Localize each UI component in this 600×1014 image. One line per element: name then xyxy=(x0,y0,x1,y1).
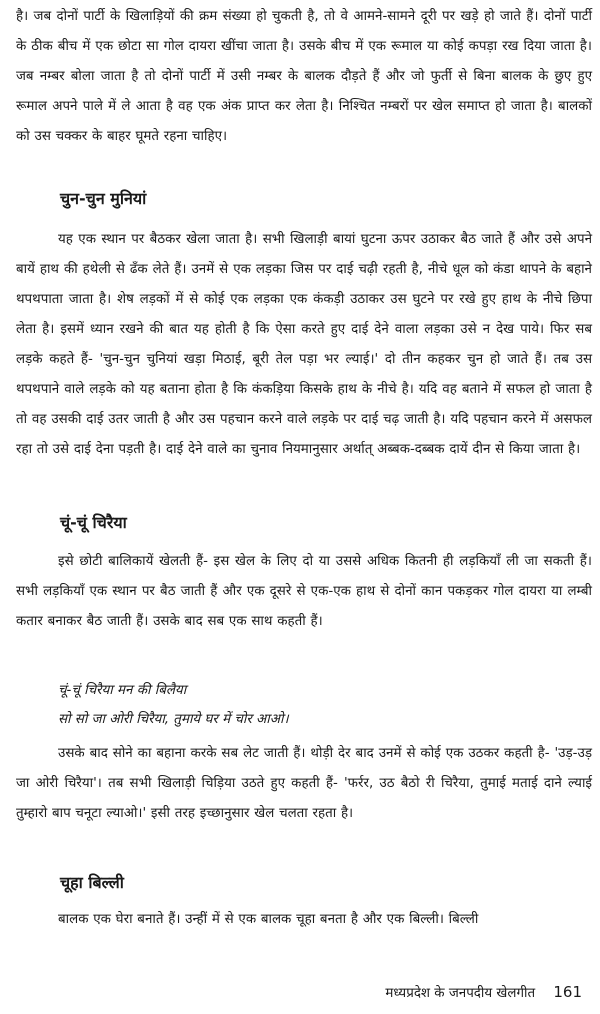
running-footer-title: मध्यप्रदेश के जनपदीय खेलगीत xyxy=(385,986,536,1001)
paragraph-choon-choon-chiraiya-intro: इसे छोटी बालिकायें खेलती हैं- इस खेल के लिए दो या उससे अधिक कितनी ही लड़कियाँ ली जा सकती हैं। सभी लड़कियाँ एक स्थान पर बैठ जाती हैं और एक दूसरे से एक-एक हाथ से दोनों कान पकड़कर गोल दायरा या लम्बी कतार बनाकर बैठ जाती हैं। उसके बाद सब एक साथ कहती हैं। xyxy=(16,554,592,629)
song-line-1: चूं-चूं चिरैया मन की बिलैया xyxy=(58,683,187,698)
section-heading-chun-chun-muniyan: चुन-चुन मुनियां xyxy=(60,189,147,208)
page-number: 161 xyxy=(553,983,582,1001)
paragraph-handkerchief-game-end: है। जब दोनों पार्टी के खिलाड़ियों की क्रम संख्या हो चुकती है, तो वे आमने-सामने दूरी पर खड़े हो जाते हैं। दोनों पार्टी के ठीक बीच में एक छोटा सा गोल दायरा खींचा जाता है। उसके बीच में एक रूमाल या कोई कपड़ा रख दिया जाता है। जब नम्बर बोला जाता है तो दोनों पार्टी में उसी नम्बर के बालक दौड़ते हैं और जो फुर्ती से बिना बालक के छुए हुए रूमाल अपने पाले में ले आता है वह एक अंक प्राप्त कर लेता है। निश्चित नम्बरों पर खेल समाप्त हो जाता है। बालकों को उस चक्कर के बाहर घूमते रहना चाहिए। xyxy=(16,9,592,144)
song-verse xyxy=(58,676,578,734)
song-line-2: सो सो जा ओरी चिरैया, तुमाये घर में चोर आओ। xyxy=(58,712,289,727)
section-heading-chooha-billi: चूहा बिल्ली xyxy=(60,873,124,892)
page-footer xyxy=(385,982,582,1004)
paragraph-chun-chun-muniyan: यह एक स्थान पर बैठकर खेला जाता है। सभी खिलाड़ी बायां घुटना ऊपर उठाकर बैठ जाते हैं और उसे अपने बायें हाथ की हथेली से ढँक लेते हैं। उनमें से एक लड़का जिस पर दाई चढ़ी रहती है, नीचे धूल को कंडा थापने के बहाने थपथपाता जाता है। शेष लड़कों में से कोई एक लड़का एक कंकड़ी उठाकर उस घुटने पर रखे हुए हाथ के नीचे छिपा लेता है। इसमें ध्यान रखने की बात यह होती है कि ऐसा करते हुए दाई देने वाला लड़का उसे न देख पाये। फिर सब लड़के कहते हैं- 'चुन-चुन चुनियां खड़ा मिठाई, बूरी तेल पड़ा भर ल्याई।' दो तीन कहकर चुन हो जाते हैं। तब उस थपथपाने वाले लड़के को यह बताना होता है कि कंकड़िया किसके हाथ के नीचे है। यदि वह बताने में सफल हो जाता है तो वह उसकी दाई उतर जाती है और उस पहचान करने वाले लड़के पर दाई चढ़ जाती है। यदि पहचान करने में असफल रहा तो उसे दाई देना पड़ती है। दाई देने वाले का चुनाव नियमानुसार अर्थात् अब्बक-दब्बक दायें दीन से किया जाता है। xyxy=(16,232,592,457)
paragraph-chooha-billi: बालक एक घेरा बनाते हैं। उन्हीं में से एक बालक चूहा बनता है और एक बिल्ली। बिल्ली xyxy=(58,912,479,927)
paragraph-choon-choon-chiraiya-play: उसके बाद सोने का बहाना करके सब लेट जाती हैं। थोड़ी देर बाद उनमें से कोई एक उठकर कहती है- 'उड़-उड़ जा ओरी चिरैया'। तब सभी खिलाड़ी चिड़िया उठते हुए कहती हैं- 'फर्रर, उठ बैठो री चिरैया, तुमाई मताई दाने ल्याई तुम्हारो बाप चनूटा ल्याओ।' इसी तरह इच्छानुसार खेल चलता रहता है। xyxy=(16,746,592,821)
section-heading-choon-choon-chiraiya: चूं-चूं चिरैया xyxy=(60,513,127,532)
